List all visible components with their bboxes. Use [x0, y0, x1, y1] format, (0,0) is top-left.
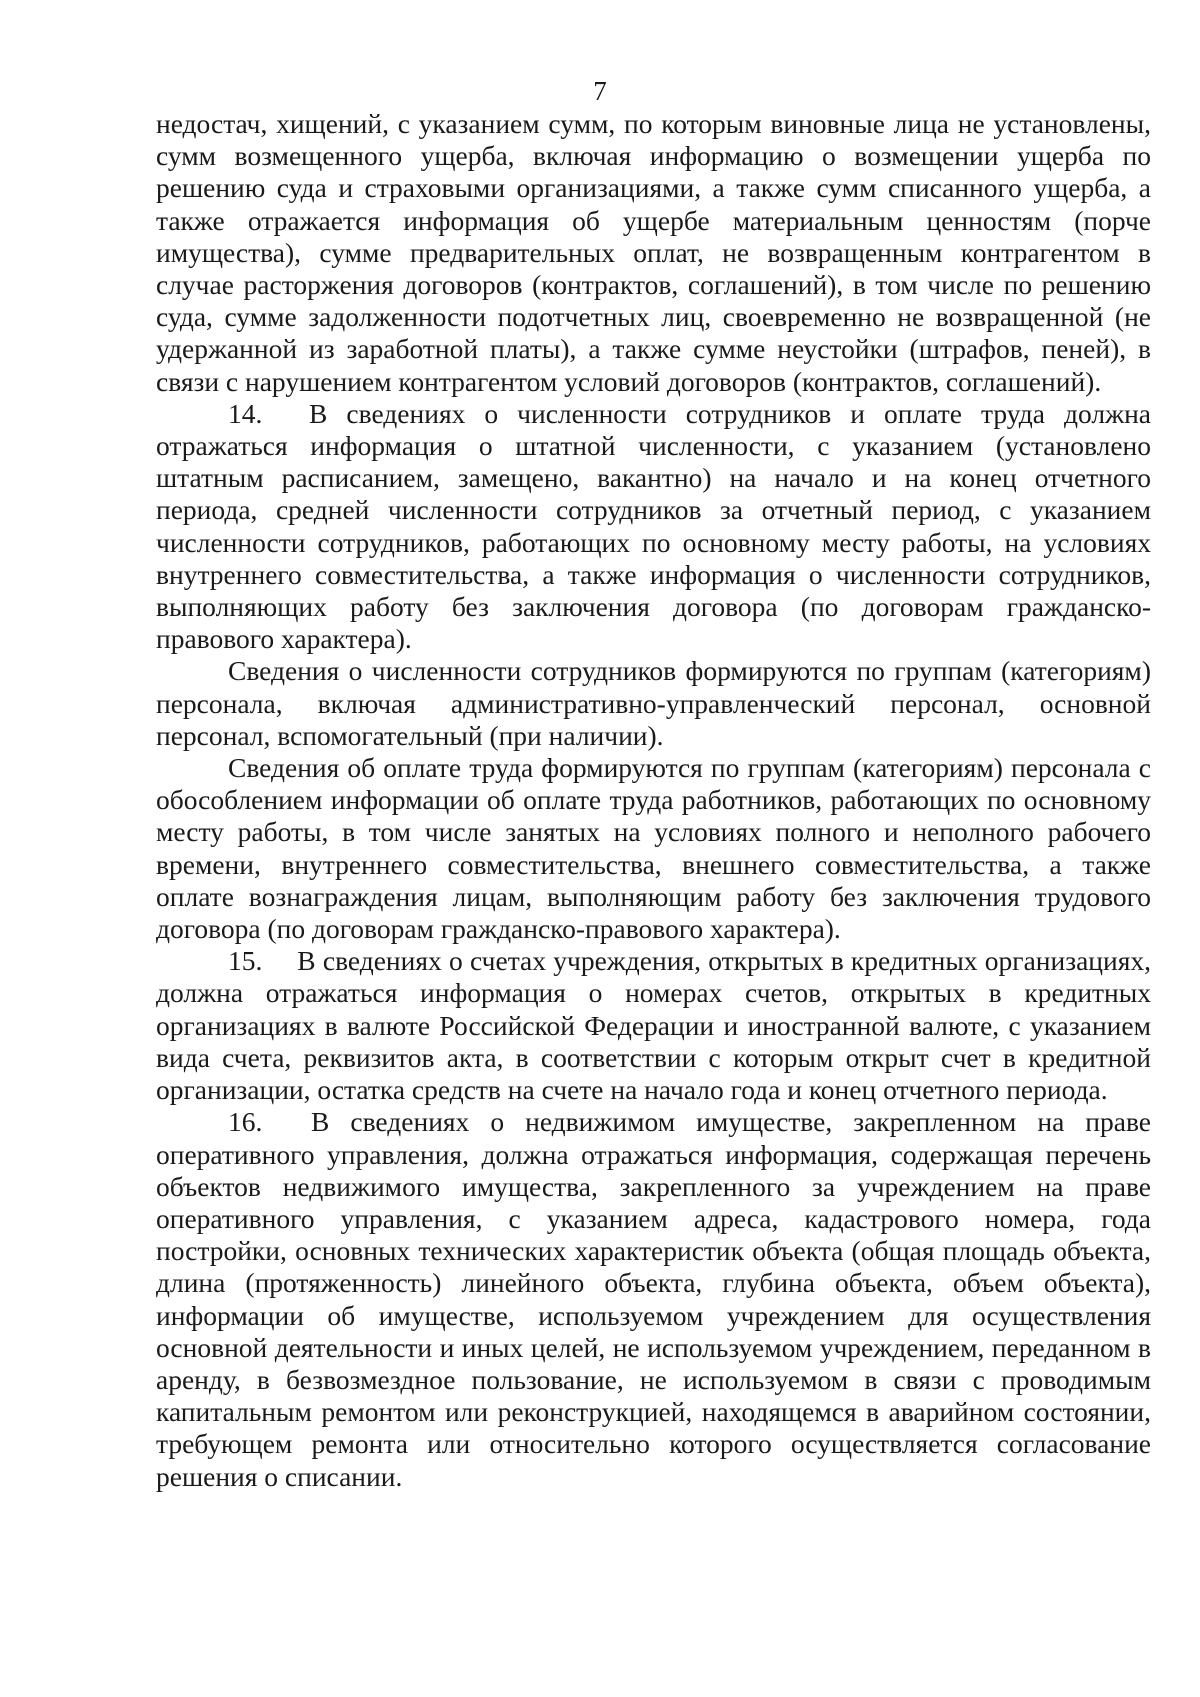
- paragraph-continuation: недостач, хищений, с указанием сумм, по которым виновные лица не установлены, сумм возмещенного ущерба, включая информацию о возмещении ущерба по решению суда и страховыми организациями, а также сумм списанного ущерба, а также отражается информация об ущербе материальным ценностям (порче имущества), сумме предварительных оплат, не возвращенным контрагентом в случае расторжения договоров (контрактов, соглашений), в том числе по решению суда, сумме задолженности подотчетных лиц, своевременно не возвращенной (не удержанной из заработной платы), а также сумме неустойки (штрафов, пеней), в связи с нарушением контрагентом условий договоров (контрактов, соглашений).: [156, 108, 1151, 397]
- paragraph-14: [156, 398, 1151, 656]
- paragraph-16: [156, 1106, 1151, 1492]
- paragraph-14-staff-groups: Сведения о численности сотрудников формируются по группам (категориям) персонала, включая административно-управленческий персонал, основной персонал, вспомогательный (при наличии).: [156, 655, 1151, 751]
- page-number: 7: [593, 76, 607, 106]
- paragraph-14-payroll-groups: Сведения об оплате труда формируются по группам (категориям) персонала с обособлением информации об оплате труда работников, работающих по основному месту работы, в том числе занятых на условиях полного и неполного рабочего времени, внутреннего совместительства, внешнего совместительства, а также оплате вознаграждения лицам, выполняющим работу без заключения трудового договора (по договорам гражданско-правового характера).: [156, 752, 1151, 945]
- paragraph-15-text: В сведениях о счетах учреждения, открытых в кредитных организациях, должна отражаться информация о номерах счетов, открытых в кредитных организациях в валюте Российской Федерации и иностранной валюте, с указанием вида счета, реквизитов акта, в соответствии с которым открыт счет в кредитной организации, остатка средств на счете на начало года и конец отчетного периода.: [156, 945, 1152, 1106]
- paragraph-number-16: 16.: [228, 1106, 263, 1138]
- document-body: [156, 108, 1151, 1493]
- paragraph-16-text: В сведениях о недвижимом имуществе, закрепленном на праве оперативного управления, должна отражаться информация, содержащая перечень объектов недвижимого имущества, закрепленного за учреждением на праве оперативного управления, с указанием адреса, кадастрового номера, года постройки, основных технических характеристик объекта (общая площадь объекта, длина (протяженность) линейного объекта, глубина объекта, объем объекта), информации об имуществе, используемом учреждением для осуществления основной деятельности и иных целей, не используемом учреждением, переданном в аренду, в безвозмездное пользование, не используемом в связи с проводимым капитальным ремонтом или реконструкцией, находящемся в аварийном состоянии, требующем ремонта или относительно которого осуществляется согласование решения о списании.: [156, 1106, 1151, 1492]
- paragraph-number-15: 15.: [228, 945, 263, 977]
- paragraph-15: [156, 945, 1151, 1106]
- paragraph-number-14: 14.: [228, 397, 263, 429]
- paragraph-14-text: В сведениях о численности сотрудников и оплате труда должна отражаться информация о штатной численности, с указанием (установлено штатным расписанием, замещено, вакантно) на начало и на конец отчетного периода, средней численности сотрудников за отчетный период, с указанием численности сотрудников, работающих по основному месту работы, на условиях внутреннего совместительства, а также информация о численности сотрудников, выполняющих работу без заключения договора (по договорам гражданско-правового характера).: [156, 397, 1151, 655]
